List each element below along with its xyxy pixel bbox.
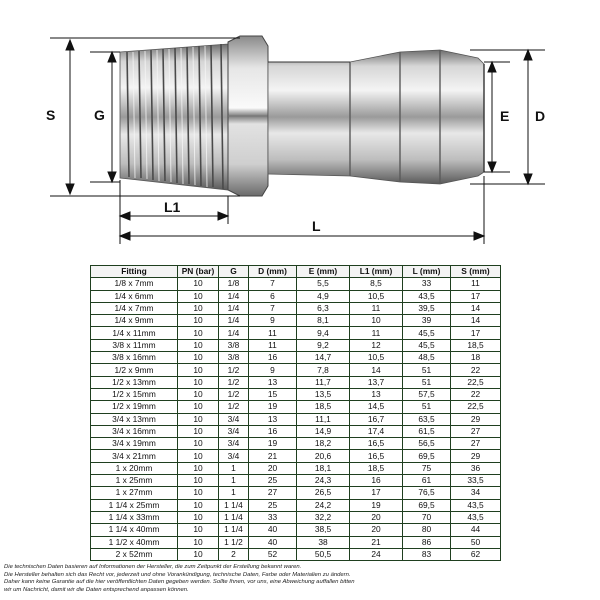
- table-row: [91, 315, 501, 327]
- table-cell: 10: [178, 548, 219, 560]
- table-cell: 1: [219, 475, 249, 487]
- dim-label-s: S: [46, 107, 56, 123]
- thread-section: [120, 44, 228, 190]
- table-cell: 19: [249, 401, 297, 413]
- table-cell: 10: [178, 438, 219, 450]
- table-row: [91, 524, 501, 536]
- table-cell: 10: [178, 376, 219, 388]
- table-cell: 1: [219, 487, 249, 499]
- column-header: L (mm): [403, 266, 451, 278]
- table-cell: 21: [249, 450, 297, 462]
- table-row: [91, 548, 501, 560]
- table-cell: 3/4 x 13mm: [91, 413, 178, 425]
- table-cell: 76,5: [403, 487, 451, 499]
- table-cell: 8,5: [350, 278, 403, 290]
- dim-label-e: E: [500, 108, 510, 124]
- table-cell: 13: [249, 413, 297, 425]
- table-cell: 20,6: [297, 450, 350, 462]
- table-cell: 26,5: [297, 487, 350, 499]
- table-cell: 1/4: [219, 302, 249, 314]
- table-cell: 20: [350, 511, 403, 523]
- column-header: PN (bar): [178, 266, 219, 278]
- table-cell: 17,4: [350, 425, 403, 437]
- table-cell: 1/4 x 6mm: [91, 290, 178, 302]
- table-cell: 51: [403, 364, 451, 376]
- table-cell: 10: [178, 278, 219, 290]
- table-cell: 1: [219, 462, 249, 474]
- table-cell: 9,2: [297, 339, 350, 351]
- table-cell: 10: [178, 425, 219, 437]
- table-cell: 16: [249, 352, 297, 364]
- table-row: [91, 475, 501, 487]
- table-cell: 24,2: [297, 499, 350, 511]
- table-cell: 1 x 20mm: [91, 462, 178, 474]
- table-cell: 16: [350, 475, 403, 487]
- table-cell: 83: [403, 548, 451, 560]
- table-cell: 17: [350, 487, 403, 499]
- table-row: [91, 278, 501, 290]
- table-cell: 51: [403, 376, 451, 388]
- table-cell: 1/2: [219, 401, 249, 413]
- table-cell: 38: [297, 536, 350, 548]
- table-row: [91, 327, 501, 339]
- table-cell: 10: [178, 388, 219, 400]
- table-cell: 1/2: [219, 388, 249, 400]
- disclaimer-line: Die technischen Daten basieren auf Informationen der Hersteller, die zum Zeitpunkt der Erstellung bekannt waren.: [4, 564, 302, 570]
- table-cell: 75: [403, 462, 451, 474]
- table-cell: 61,5: [403, 425, 451, 437]
- table-cell: 16,7: [350, 413, 403, 425]
- table-cell: 22,5: [451, 376, 501, 388]
- table-cell: 11: [249, 339, 297, 351]
- table-cell: 50: [451, 536, 501, 548]
- table-cell: 13: [350, 388, 403, 400]
- table-cell: 4,9: [297, 290, 350, 302]
- table-cell: 34: [451, 487, 501, 499]
- table-cell: 22: [451, 364, 501, 376]
- table-cell: 1 1/4 x 33mm: [91, 511, 178, 523]
- table-cell: 11: [350, 327, 403, 339]
- table-cell: 44: [451, 524, 501, 536]
- table-cell: 39: [403, 315, 451, 327]
- table-cell: 6,3: [297, 302, 350, 314]
- table-cell: 27: [451, 425, 501, 437]
- table-cell: 3/4: [219, 450, 249, 462]
- table-cell: 3/4 x 16mm: [91, 425, 178, 437]
- table-cell: 5,5: [297, 278, 350, 290]
- column-header: G: [219, 266, 249, 278]
- table-cell: 18,5: [297, 401, 350, 413]
- table-cell: 1/4: [219, 315, 249, 327]
- table-cell: 25: [249, 475, 297, 487]
- table-cell: 10: [350, 315, 403, 327]
- table-cell: 1/4 x 11mm: [91, 327, 178, 339]
- table-cell: 45,5: [403, 327, 451, 339]
- fitting-diagram: [0, 0, 600, 255]
- table-cell: 27: [249, 487, 297, 499]
- table-cell: 1 1/4 x 25mm: [91, 499, 178, 511]
- table-cell: 1 1/2: [219, 536, 249, 548]
- table-cell: 14: [451, 302, 501, 314]
- table-cell: 10: [178, 462, 219, 474]
- table-cell: 1 x 25mm: [91, 475, 178, 487]
- table-header-row: [91, 266, 501, 278]
- table-cell: 16: [249, 425, 297, 437]
- table-cell: 11,7: [297, 376, 350, 388]
- table-cell: 22: [451, 388, 501, 400]
- table-cell: 15: [249, 388, 297, 400]
- table-cell: 11: [350, 302, 403, 314]
- table-cell: 1/2 x 13mm: [91, 376, 178, 388]
- table-cell: 10: [178, 536, 219, 548]
- table-cell: 1/2 x 9mm: [91, 364, 178, 376]
- table-cell: 1 1/2 x 40mm: [91, 536, 178, 548]
- table-cell: 1/2: [219, 364, 249, 376]
- table-cell: 45,5: [403, 339, 451, 351]
- table-cell: 6: [249, 290, 297, 302]
- table-cell: 10: [178, 499, 219, 511]
- table-cell: 10: [178, 327, 219, 339]
- table-cell: 3/8: [219, 352, 249, 364]
- table-row: [91, 450, 501, 462]
- table-cell: 70: [403, 511, 451, 523]
- table-cell: 18: [451, 352, 501, 364]
- table-cell: 69,5: [403, 450, 451, 462]
- table-cell: 1 1/4: [219, 524, 249, 536]
- spec-table: [90, 265, 501, 561]
- table-cell: 10: [178, 450, 219, 462]
- table-cell: 29: [451, 450, 501, 462]
- table-row: [91, 462, 501, 474]
- table-cell: 1/2 x 19mm: [91, 401, 178, 413]
- table-cell: 20: [249, 462, 297, 474]
- table-cell: 11: [249, 327, 297, 339]
- hex-nut: [228, 36, 268, 196]
- table-cell: 19: [249, 438, 297, 450]
- table-cell: 17: [451, 327, 501, 339]
- table-cell: 40: [249, 536, 297, 548]
- table-cell: 10: [178, 339, 219, 351]
- table-cell: 10: [178, 352, 219, 364]
- table-cell: 14: [350, 364, 403, 376]
- table-cell: 1/4 x 9mm: [91, 315, 178, 327]
- table-cell: 14,7: [297, 352, 350, 364]
- table-cell: 14,9: [297, 425, 350, 437]
- table-cell: 33: [403, 278, 451, 290]
- table-cell: 9: [249, 315, 297, 327]
- table-cell: 43,5: [451, 499, 501, 511]
- table-cell: 10: [178, 401, 219, 413]
- table-cell: 1 1/4: [219, 511, 249, 523]
- table-cell: 8,1: [297, 315, 350, 327]
- table-cell: 10: [178, 302, 219, 314]
- table-cell: 11: [451, 278, 501, 290]
- table-cell: 20: [350, 524, 403, 536]
- table-cell: 57,5: [403, 388, 451, 400]
- table-row: [91, 388, 501, 400]
- table-cell: 56,5: [403, 438, 451, 450]
- table-cell: 33,5: [451, 475, 501, 487]
- table-row: [91, 425, 501, 437]
- disclaimer-line: Die Hersteller behalten sich das Recht vor, jederzeit und ohne Vorankündigung, technische Daten, Farbe oder Materialien zu ändern.: [4, 571, 351, 578]
- disclaimer-line: Daher kann keine Garantie auf die hier veröffentlichten Daten gegeben werden. Sollte Ihnen, vor uns, eine Abweichung auffallen bitten: [4, 579, 355, 586]
- table-cell: 3/4 x 19mm: [91, 438, 178, 450]
- table-row: [91, 499, 501, 511]
- table-cell: 3/4: [219, 438, 249, 450]
- disclaimer-line: wir um Nachricht, damit wir die Daten entsprechend anpassen können.: [4, 586, 189, 593]
- table-cell: 18,5: [451, 339, 501, 351]
- table-cell: 1/4: [219, 327, 249, 339]
- table-cell: 1 x 27mm: [91, 487, 178, 499]
- table-cell: 32,2: [297, 511, 350, 523]
- column-header: L1 (mm): [350, 266, 403, 278]
- table-cell: 13,7: [350, 376, 403, 388]
- table-row: [91, 376, 501, 388]
- table-cell: 10,5: [350, 352, 403, 364]
- table-cell: 11,1: [297, 413, 350, 425]
- table-row: [91, 364, 501, 376]
- table-cell: 2 x 52mm: [91, 548, 178, 560]
- table-cell: 1/4 x 7mm: [91, 302, 178, 314]
- dim-label-g: G: [94, 107, 105, 123]
- table-cell: 1 1/4 x 40mm: [91, 524, 178, 536]
- table-cell: 18,2: [297, 438, 350, 450]
- table-cell: 10: [178, 290, 219, 302]
- table-cell: 14,5: [350, 401, 403, 413]
- table-row: [91, 302, 501, 314]
- table-row: [91, 339, 501, 351]
- table-cell: 7,8: [297, 364, 350, 376]
- table-cell: 16,5: [350, 450, 403, 462]
- table-cell: 1/8 x 7mm: [91, 278, 178, 290]
- table-cell: 24,3: [297, 475, 350, 487]
- table-cell: 1/4: [219, 290, 249, 302]
- table-cell: 3/4: [219, 425, 249, 437]
- table-row: [91, 290, 501, 302]
- table-cell: 10: [178, 511, 219, 523]
- table-cell: 1/2: [219, 376, 249, 388]
- table-cell: 7: [249, 278, 297, 290]
- table-row: [91, 487, 501, 499]
- table-cell: 51: [403, 401, 451, 413]
- table-cell: 69,5: [403, 499, 451, 511]
- table-cell: 10,5: [350, 290, 403, 302]
- table-cell: 43,5: [451, 511, 501, 523]
- table-cell: 10: [178, 364, 219, 376]
- column-header: E (mm): [297, 266, 350, 278]
- table-cell: 29: [451, 413, 501, 425]
- table-cell: 19: [350, 499, 403, 511]
- table-cell: 62: [451, 548, 501, 560]
- table-cell: 17: [451, 290, 501, 302]
- table-cell: 18,1: [297, 462, 350, 474]
- disclaimer-text: [4, 564, 596, 594]
- table-cell: 86: [403, 536, 451, 548]
- table-cell: 1/8: [219, 278, 249, 290]
- table-cell: 63,5: [403, 413, 451, 425]
- table-row: [91, 352, 501, 364]
- table-cell: 36: [451, 462, 501, 474]
- table-row: [91, 511, 501, 523]
- dim-label-d: D: [535, 108, 546, 124]
- table-cell: 2: [219, 548, 249, 560]
- table-cell: 48,5: [403, 352, 451, 364]
- table-cell: 24: [350, 548, 403, 560]
- table-cell: 10: [178, 413, 219, 425]
- table-cell: 3/4 x 21mm: [91, 450, 178, 462]
- table-body: [91, 278, 501, 561]
- table-cell: 13,5: [297, 388, 350, 400]
- table-cell: 21: [350, 536, 403, 548]
- table-cell: 3/8: [219, 339, 249, 351]
- table-cell: 16,5: [350, 438, 403, 450]
- table-cell: 10: [178, 524, 219, 536]
- table-row: [91, 413, 501, 425]
- table-cell: 1 1/4: [219, 499, 249, 511]
- table-cell: 39,5: [403, 302, 451, 314]
- table-cell: 7: [249, 302, 297, 314]
- table-cell: 14: [451, 315, 501, 327]
- hose-barb: [268, 50, 484, 184]
- dim-label-l1: L1: [164, 199, 181, 215]
- table-cell: 38,5: [297, 524, 350, 536]
- table-cell: 9,4: [297, 327, 350, 339]
- table-cell: 3/8 x 11mm: [91, 339, 178, 351]
- table-cell: 25: [249, 499, 297, 511]
- table-cell: 3/4: [219, 413, 249, 425]
- table-cell: 40: [249, 524, 297, 536]
- table-cell: 33: [249, 511, 297, 523]
- table-cell: 12: [350, 339, 403, 351]
- table-cell: 10: [178, 315, 219, 327]
- table-cell: 1/2 x 15mm: [91, 388, 178, 400]
- table-cell: 80: [403, 524, 451, 536]
- table-cell: 18,5: [350, 462, 403, 474]
- table-cell: 27: [451, 438, 501, 450]
- table-cell: 13: [249, 376, 297, 388]
- table-cell: 22,5: [451, 401, 501, 413]
- table-cell: 52: [249, 548, 297, 560]
- table-cell: 9: [249, 364, 297, 376]
- table-cell: 10: [178, 475, 219, 487]
- column-header: S (mm): [451, 266, 501, 278]
- table-cell: 50,5: [297, 548, 350, 560]
- table-row: [91, 401, 501, 413]
- table-cell: 43,5: [403, 290, 451, 302]
- table-cell: 61: [403, 475, 451, 487]
- column-header: Fitting: [91, 266, 178, 278]
- column-header: D (mm): [249, 266, 297, 278]
- table-cell: 3/8 x 16mm: [91, 352, 178, 364]
- table-row: [91, 536, 501, 548]
- dim-label-l: L: [312, 218, 321, 234]
- table-cell: 10: [178, 487, 219, 499]
- table-row: [91, 438, 501, 450]
